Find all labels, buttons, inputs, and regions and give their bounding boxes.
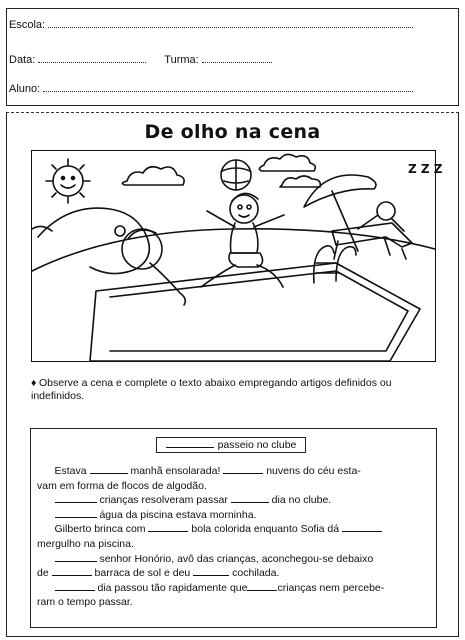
text-line-9 — [37, 581, 429, 596]
student-line[interactable] — [43, 90, 413, 92]
text-line-4 — [37, 508, 429, 523]
text-line-10: ram o tempo passar. — [37, 596, 133, 609]
page-title: De olho na cena — [144, 121, 321, 143]
text-fragment: de — [37, 567, 49, 580]
boy-figure — [201, 193, 284, 287]
blank-6[interactable] — [148, 522, 188, 532]
text-line-8 — [37, 566, 429, 581]
text-line-3 — [37, 493, 429, 508]
blank-1[interactable] — [90, 464, 128, 474]
instruction-text: Observe a cena e complete o texto abaixo empregando artigos definidos ou indefinidos. — [31, 377, 392, 402]
text-fragment: bola colorida enquanto Sofia dá — [191, 523, 340, 536]
text-line-2: vam em forma de flocos de algodão. — [37, 479, 207, 492]
text-fragment: crianças resolveram passar — [99, 494, 228, 507]
blank-4[interactable] — [231, 493, 269, 503]
blank-5[interactable] — [55, 508, 97, 518]
text-fragment: senhor Honório, avô das crianças, aconchegou-se debaixo — [99, 552, 374, 565]
text-fragment: dia passou tão rapidamente que — [97, 581, 248, 594]
text-line-5 — [37, 522, 429, 537]
date-line[interactable] — [38, 61, 146, 63]
title-blank[interactable] — [166, 438, 214, 448]
date-class-row — [9, 54, 272, 66]
pool-scene-illustration — [31, 150, 443, 362]
blank-2[interactable] — [223, 464, 263, 474]
text-fragment: dia no clube. — [271, 494, 332, 507]
blank-11[interactable] — [55, 581, 95, 591]
pool-scene-drawing — [32, 151, 443, 361]
blank-3[interactable] — [55, 493, 97, 503]
cloud-icon — [280, 176, 320, 187]
swimming-pool — [90, 263, 420, 361]
exercise-text — [37, 464, 429, 610]
text-line-1 — [37, 464, 429, 479]
blank-7[interactable] — [342, 522, 382, 532]
school-label: Escola: — [9, 19, 46, 31]
text-fragment: cochilada. — [232, 567, 280, 580]
bullet-icon: ♦ — [31, 377, 37, 389]
blank-9[interactable] — [52, 566, 92, 576]
cloud-icon — [122, 167, 184, 185]
class-line[interactable] — [202, 61, 272, 63]
zzz-label: Z Z Z — [408, 162, 443, 176]
text-fragment: água da piscina estava morninha. — [99, 508, 257, 521]
school-field-row — [9, 19, 413, 31]
text-line-7 — [37, 552, 429, 567]
blank-10[interactable] — [193, 566, 229, 576]
school-line[interactable] — [48, 26, 413, 28]
text-fragment: barraca de sol e deu — [94, 567, 191, 580]
text-fragment: crianças nem percebe- — [277, 581, 385, 594]
blank-12[interactable] — [247, 581, 277, 591]
text-line-6: mergulho na piscina. — [37, 537, 134, 550]
sun-icon — [46, 159, 90, 203]
text-fragment: Gilberto brinca com — [54, 523, 146, 536]
beach-ball-icon — [221, 160, 251, 190]
instruction — [31, 377, 441, 403]
text-fragment: Estava — [54, 465, 87, 477]
exercise-title — [156, 437, 306, 453]
grandpa-on-lounger — [332, 202, 412, 259]
exercise-title-text: passeio no clube — [217, 439, 297, 451]
text-fragment: manhã ensolarada! — [130, 465, 221, 477]
text-fragment: nuvens do céu esta- — [266, 465, 361, 477]
cloud-icon — [259, 154, 315, 171]
date-label: Data: — [9, 54, 36, 66]
class-label: Turma: — [164, 54, 199, 66]
student-label: Aluno: — [9, 83, 41, 95]
blank-8[interactable] — [55, 552, 97, 562]
student-field-row — [9, 83, 413, 95]
